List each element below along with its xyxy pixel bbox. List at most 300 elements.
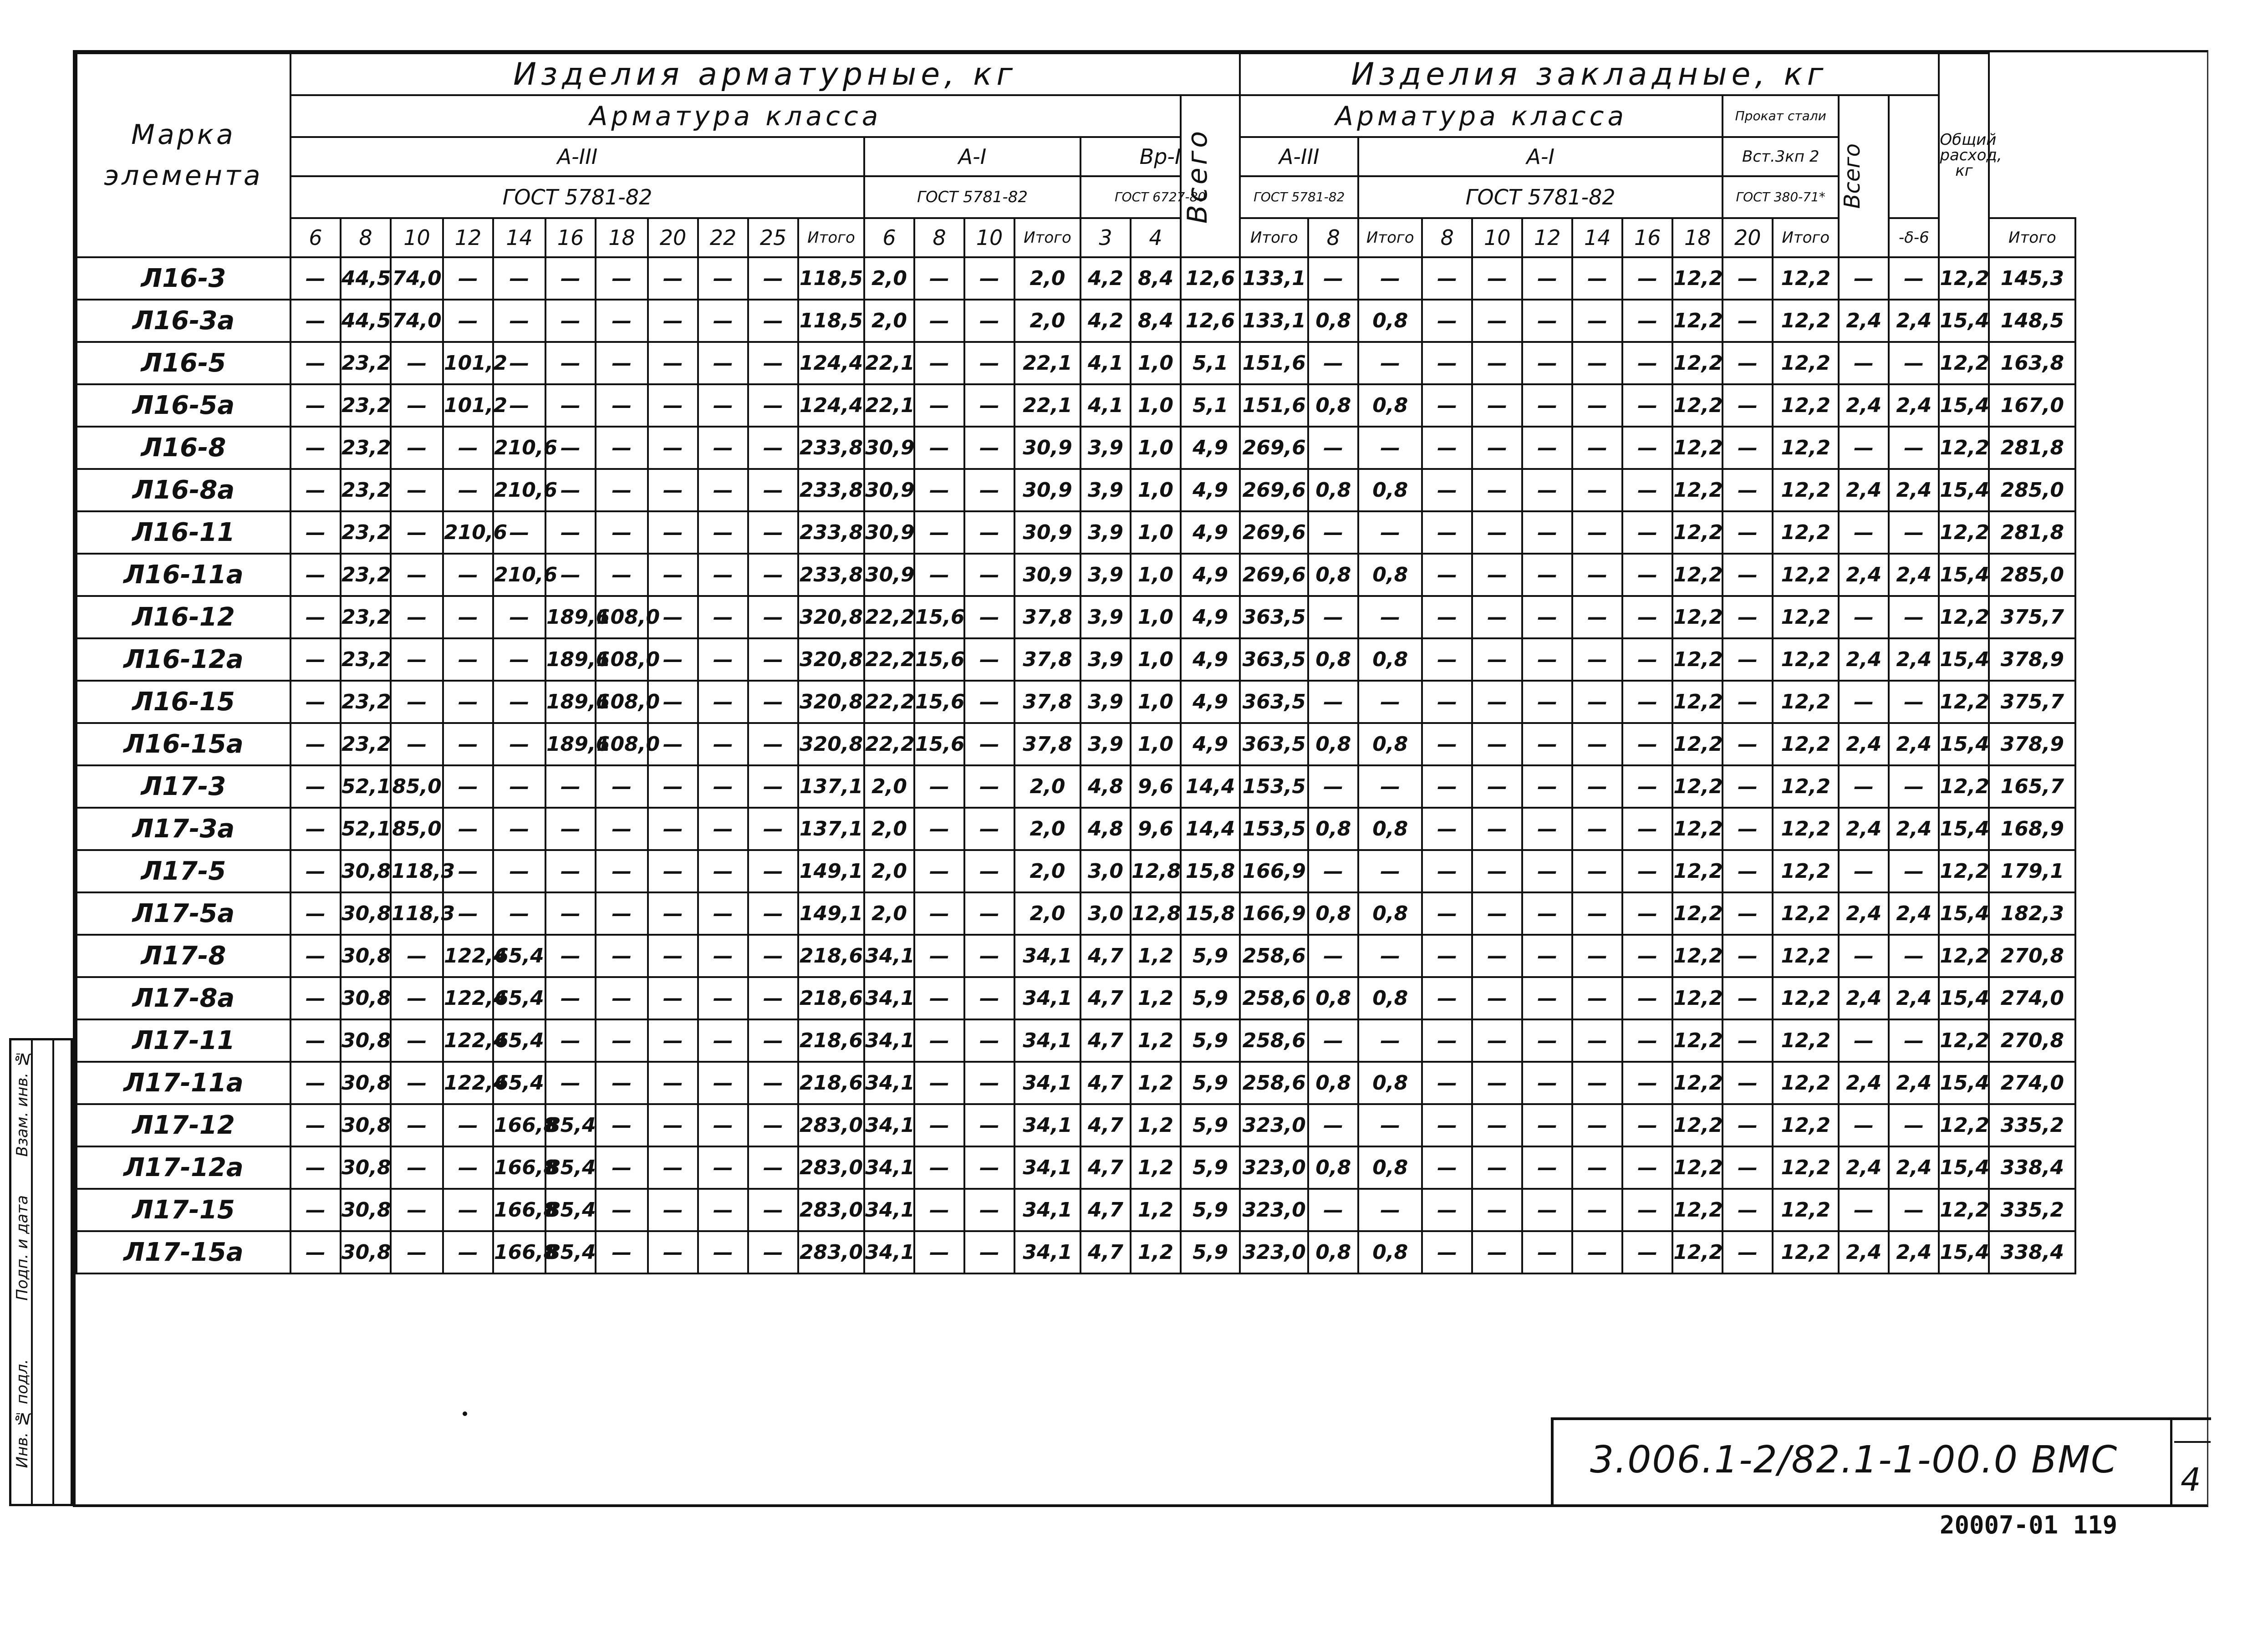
table-row xyxy=(76,511,2075,554)
cell: — xyxy=(1422,1146,1472,1189)
cell: 34,1 xyxy=(864,1189,914,1231)
cell: 12,2 xyxy=(1939,342,1989,384)
header-gost-6727: ГОСТ 6727-80 xyxy=(1080,176,1240,218)
cell: 3,9 xyxy=(1080,427,1131,469)
cell: 23,2 xyxy=(341,554,391,596)
cell: — xyxy=(545,808,596,850)
row-mark: Л17-15 xyxy=(76,1189,291,1231)
subcol-bp1-0: 3 xyxy=(1080,218,1131,257)
cell: 22,2 xyxy=(864,681,914,723)
cell: — xyxy=(748,1019,798,1062)
cell: 270,8 xyxy=(1989,1019,2075,1062)
cell: 23,2 xyxy=(341,681,391,723)
cell: — xyxy=(1522,808,1572,850)
cell: — xyxy=(1572,554,1622,596)
cell: — xyxy=(1472,1189,1522,1231)
cell: — xyxy=(748,892,798,935)
subcol-a1-0: 6 xyxy=(864,218,914,257)
cell: 15,4 xyxy=(1939,1146,1989,1189)
cell: — xyxy=(698,808,748,850)
cell: 168,9 xyxy=(1989,808,2075,850)
header-a3: А-III xyxy=(291,137,864,176)
cell: 165,7 xyxy=(1989,765,2075,808)
cell: — xyxy=(1472,511,1522,554)
cell: 2,0 xyxy=(864,257,914,300)
cell: — xyxy=(648,596,698,638)
cell: — xyxy=(1472,554,1522,596)
cell: 30,8 xyxy=(341,1104,391,1146)
cell: — xyxy=(964,765,1014,808)
header-rolled: Прокат стали xyxy=(1723,95,1839,137)
cell: — xyxy=(1622,935,1672,977)
row-mark: Л17-5 xyxy=(76,850,291,892)
cell: 2,4 xyxy=(1839,892,1889,935)
cell: 12,2 xyxy=(1672,681,1723,723)
cell: 151,6 xyxy=(1240,384,1308,427)
cell: — xyxy=(291,1104,341,1146)
subcol-a1-emb-7: Итого xyxy=(1773,218,1839,257)
row-mark: Л16-12 xyxy=(76,596,291,638)
cell: 14,4 xyxy=(1181,765,1240,808)
row-mark: Л17-8а xyxy=(76,977,291,1019)
cell: — xyxy=(1308,1019,1358,1062)
cell: 323,0 xyxy=(1240,1104,1308,1146)
cell: 12,2 xyxy=(1672,977,1723,1019)
cell: — xyxy=(648,723,698,765)
cell: — xyxy=(1522,1146,1572,1189)
cell: — xyxy=(1572,1062,1622,1104)
table-row xyxy=(76,850,2075,892)
cell: — xyxy=(1422,300,1472,342)
cell: 12,2 xyxy=(1672,1062,1723,1104)
cell: — xyxy=(748,596,798,638)
cell: — xyxy=(1358,1189,1422,1231)
cell: 166,8 xyxy=(493,1146,545,1189)
cell: 2,4 xyxy=(1889,638,1939,681)
cell: — xyxy=(391,384,443,427)
cell: 0,8 xyxy=(1358,384,1422,427)
cell: 4,7 xyxy=(1080,1019,1131,1062)
cell: 15,4 xyxy=(1939,1062,1989,1104)
cell: — xyxy=(391,554,443,596)
header-overall: Общий расход, кг xyxy=(1939,53,1989,257)
cell: — xyxy=(1522,977,1572,1019)
cell: 12,2 xyxy=(1773,638,1839,681)
cell: 12,2 xyxy=(1672,638,1723,681)
cell: — xyxy=(1472,765,1522,808)
cell: 65,4 xyxy=(493,977,545,1019)
cell: 4,7 xyxy=(1080,1189,1131,1231)
header-bp1: Вр-I xyxy=(1080,137,1240,176)
cell: 30,8 xyxy=(341,1062,391,1104)
cell: — xyxy=(391,977,443,1019)
cell: — xyxy=(748,723,798,765)
cell: — xyxy=(914,765,964,808)
row-mark: Л17-3а xyxy=(76,808,291,850)
cell: — xyxy=(1522,1062,1572,1104)
cell: — xyxy=(748,935,798,977)
cell: 15,4 xyxy=(1939,554,1989,596)
cell: — xyxy=(1522,765,1572,808)
cell: — xyxy=(443,808,493,850)
cell: — xyxy=(1723,681,1773,723)
table-row xyxy=(76,469,2075,511)
cell: — xyxy=(1522,681,1572,723)
title-block xyxy=(1551,1417,2211,1507)
cell: 2,4 xyxy=(1839,554,1889,596)
cell: 85,0 xyxy=(391,765,443,808)
cell: — xyxy=(1572,511,1622,554)
cell: 118,3 xyxy=(391,892,443,935)
cell: — xyxy=(1422,1231,1472,1273)
cell: 1,0 xyxy=(1131,596,1181,638)
cell: 85,4 xyxy=(545,1189,596,1231)
cell: — xyxy=(596,1104,648,1146)
cell: 281,8 xyxy=(1989,511,2075,554)
cell: — xyxy=(1839,1189,1889,1231)
cell: — xyxy=(964,1062,1014,1104)
cell: — xyxy=(291,1019,341,1062)
cell: — xyxy=(443,723,493,765)
cell: — xyxy=(1622,681,1672,723)
cell: — xyxy=(748,1146,798,1189)
cell: — xyxy=(1572,723,1622,765)
cell: — xyxy=(391,1019,443,1062)
cell: — xyxy=(493,384,545,427)
cell: — xyxy=(391,935,443,977)
cell: 285,0 xyxy=(1989,469,2075,511)
cell: — xyxy=(648,511,698,554)
table-row xyxy=(76,638,2075,681)
cell: — xyxy=(1839,596,1889,638)
cell: 15,6 xyxy=(914,596,964,638)
cell: 2,0 xyxy=(864,850,914,892)
cell: 283,0 xyxy=(798,1146,864,1189)
cell: 30,8 xyxy=(341,1019,391,1062)
cell: 338,4 xyxy=(1989,1231,2075,1273)
cell: — xyxy=(596,1146,648,1189)
table-row xyxy=(76,1062,2075,1104)
header-gost-5781-emb: ГОСТ 5781-82 xyxy=(1240,176,1358,218)
cell: 30,8 xyxy=(341,977,391,1019)
subcol-a3-emb-1: Итого xyxy=(1358,218,1422,257)
cell: 4,1 xyxy=(1080,342,1131,384)
cell: 5,9 xyxy=(1181,1062,1240,1104)
cell: — xyxy=(1889,427,1939,469)
row-mark: Л16-12а xyxy=(76,638,291,681)
cell: — xyxy=(1522,342,1572,384)
cell: 0,8 xyxy=(1308,1231,1358,1273)
cell: 3,9 xyxy=(1080,554,1131,596)
cell: — xyxy=(1723,384,1773,427)
cell: — xyxy=(964,1146,1014,1189)
cell: 166,9 xyxy=(1240,850,1308,892)
cell: 34,1 xyxy=(864,977,914,1019)
cell: 30,9 xyxy=(864,469,914,511)
cell: 4,8 xyxy=(1080,808,1131,850)
cell: 122,4 xyxy=(443,935,493,977)
cell: — xyxy=(291,1231,341,1273)
cell: — xyxy=(1308,1189,1358,1231)
cell: 12,2 xyxy=(1672,850,1723,892)
cell: — xyxy=(748,257,798,300)
table-row xyxy=(76,300,2075,342)
cell: 0,8 xyxy=(1358,638,1422,681)
cell: 44,5 xyxy=(341,257,391,300)
cell: 2,4 xyxy=(1889,723,1939,765)
cell: — xyxy=(648,1062,698,1104)
table-row xyxy=(76,1231,2075,1273)
cell: — xyxy=(964,469,1014,511)
cell: 4,8 xyxy=(1080,765,1131,808)
row-mark: Л16-3а xyxy=(76,300,291,342)
row-mark: Л16-5а xyxy=(76,384,291,427)
cell: 4,7 xyxy=(1080,977,1131,1019)
cell: — xyxy=(648,850,698,892)
subcol-a3-1: 8 xyxy=(341,218,391,257)
cell: — xyxy=(648,1146,698,1189)
cell: 12,2 xyxy=(1773,850,1839,892)
cell: 375,7 xyxy=(1989,681,2075,723)
cell: 4,9 xyxy=(1181,554,1240,596)
cell: 12,2 xyxy=(1939,257,1989,300)
cell: — xyxy=(914,808,964,850)
cell: — xyxy=(1472,384,1522,427)
cell: — xyxy=(1889,596,1939,638)
cell: — xyxy=(291,554,341,596)
cell: 12,6 xyxy=(1181,257,1240,300)
cell: — xyxy=(1472,681,1522,723)
cell: 9,6 xyxy=(1131,765,1181,808)
cell: — xyxy=(391,1104,443,1146)
cell: 108,0 xyxy=(596,638,648,681)
cell: — xyxy=(1522,638,1572,681)
cell: — xyxy=(748,1104,798,1146)
cell: — xyxy=(1422,723,1472,765)
cell: — xyxy=(596,977,648,1019)
cell: — xyxy=(1723,808,1773,850)
cell: 118,5 xyxy=(798,257,864,300)
cell: — xyxy=(1422,977,1472,1019)
cell: 2,0 xyxy=(1014,765,1080,808)
cell: — xyxy=(964,1019,1014,1062)
cell: — xyxy=(1472,427,1522,469)
cell: 2,4 xyxy=(1889,384,1939,427)
cell: — xyxy=(291,469,341,511)
subcol-rolled-0: -δ-6 xyxy=(1889,218,1939,257)
cell: — xyxy=(698,1189,748,1231)
cell: — xyxy=(698,427,748,469)
cell: — xyxy=(545,384,596,427)
cell: — xyxy=(596,257,648,300)
cell: — xyxy=(291,1146,341,1189)
cell: 85,0 xyxy=(391,808,443,850)
cell: — xyxy=(291,1189,341,1231)
cell: 2,0 xyxy=(864,300,914,342)
cell: — xyxy=(698,1146,748,1189)
cell: 166,9 xyxy=(1240,892,1308,935)
cell: 12,2 xyxy=(1672,384,1723,427)
cell: 274,0 xyxy=(1989,1062,2075,1104)
cell: — xyxy=(1422,1062,1472,1104)
cell: — xyxy=(1839,765,1889,808)
cell: 3,9 xyxy=(1080,469,1131,511)
cell: 37,8 xyxy=(1014,638,1080,681)
cell: 12,2 xyxy=(1773,1062,1839,1104)
cell: — xyxy=(1622,469,1672,511)
cell: 148,5 xyxy=(1989,300,2075,342)
cell: — xyxy=(648,1189,698,1231)
row-mark: Л17-12а xyxy=(76,1146,291,1189)
cell: — xyxy=(1572,1146,1622,1189)
cell: — xyxy=(1572,384,1622,427)
cell: 1,0 xyxy=(1131,723,1181,765)
cell: 335,2 xyxy=(1989,1189,2075,1231)
cell: — xyxy=(648,384,698,427)
cell: 2,4 xyxy=(1889,1231,1939,1273)
strip-label-sign: Подп. и дата xyxy=(13,1195,31,1301)
cell: — xyxy=(443,427,493,469)
drawing-sheet xyxy=(73,50,2208,1507)
cell: — xyxy=(1422,1189,1472,1231)
cell: 15,4 xyxy=(1939,1231,1989,1273)
cell: — xyxy=(493,511,545,554)
cell: 3,9 xyxy=(1080,511,1131,554)
cell: 320,8 xyxy=(798,596,864,638)
cell: 5,1 xyxy=(1181,342,1240,384)
cell: 320,8 xyxy=(798,723,864,765)
cell: 122,4 xyxy=(443,977,493,1019)
cell: 12,2 xyxy=(1773,1146,1839,1189)
cell: 4,7 xyxy=(1080,935,1131,977)
cell: — xyxy=(493,596,545,638)
cell: 15,6 xyxy=(914,681,964,723)
drawing-code: 3.006.1-2/82.1-1-00.0 ВМС xyxy=(1590,1438,2118,1482)
cell: — xyxy=(1723,257,1773,300)
cell: — xyxy=(1622,342,1672,384)
cell: 74,0 xyxy=(391,300,443,342)
cell: 65,4 xyxy=(493,1019,545,1062)
cell: — xyxy=(1723,723,1773,765)
cell: 0,8 xyxy=(1308,808,1358,850)
cell: — xyxy=(748,342,798,384)
cell: — xyxy=(1723,977,1773,1019)
cell: 12,2 xyxy=(1939,596,1989,638)
cell: — xyxy=(545,1019,596,1062)
cell: — xyxy=(914,935,964,977)
cell: 283,0 xyxy=(798,1189,864,1231)
cell: 12,2 xyxy=(1672,596,1723,638)
cell: — xyxy=(1723,765,1773,808)
cell: 258,6 xyxy=(1240,935,1308,977)
cell: 0,8 xyxy=(1358,808,1422,850)
cell: 2,4 xyxy=(1889,1146,1939,1189)
cell: — xyxy=(964,300,1014,342)
subcol-a1-emb-1: 10 xyxy=(1472,218,1522,257)
cell: — xyxy=(1358,765,1422,808)
cell: — xyxy=(1308,850,1358,892)
cell: 4,9 xyxy=(1181,681,1240,723)
cell: — xyxy=(1522,723,1572,765)
cell: — xyxy=(1622,554,1672,596)
cell: — xyxy=(1422,427,1472,469)
cell: — xyxy=(1472,257,1522,300)
cell: — xyxy=(748,300,798,342)
cell: — xyxy=(1358,681,1422,723)
cell: — xyxy=(1308,1104,1358,1146)
cell: — xyxy=(648,977,698,1019)
cell: — xyxy=(1522,511,1572,554)
cell: 44,5 xyxy=(341,300,391,342)
cell: — xyxy=(1308,511,1358,554)
table-row xyxy=(76,554,2075,596)
cell: — xyxy=(1358,511,1422,554)
cell: — xyxy=(291,723,341,765)
cell: 210,6 xyxy=(493,427,545,469)
cell: — xyxy=(648,1019,698,1062)
cell: 338,4 xyxy=(1989,1146,2075,1189)
cell: — xyxy=(1522,384,1572,427)
cell: — xyxy=(698,469,748,511)
cell: 12,2 xyxy=(1939,765,1989,808)
cell: — xyxy=(391,1146,443,1189)
cell: — xyxy=(1472,808,1522,850)
cell: 4,9 xyxy=(1181,469,1240,511)
cell: — xyxy=(391,596,443,638)
cell: 218,6 xyxy=(798,935,864,977)
cell: — xyxy=(596,1062,648,1104)
cell: — xyxy=(596,850,648,892)
cell: — xyxy=(291,681,341,723)
cell: — xyxy=(1723,850,1773,892)
subcol-a1-2: 10 xyxy=(964,218,1014,257)
cell: 15,4 xyxy=(1939,384,1989,427)
cell: — xyxy=(493,638,545,681)
cell: 37,8 xyxy=(1014,723,1080,765)
cell: — xyxy=(1723,342,1773,384)
cell: — xyxy=(748,469,798,511)
cell: 4,9 xyxy=(1181,638,1240,681)
cell: — xyxy=(1308,596,1358,638)
cell: — xyxy=(1572,1189,1622,1231)
sheet-box xyxy=(2170,1420,2211,1507)
cell: 363,5 xyxy=(1240,681,1308,723)
cell: 12,2 xyxy=(1672,1019,1723,1062)
cell: 108,0 xyxy=(596,723,648,765)
cell: — xyxy=(648,1231,698,1273)
cell: 30,9 xyxy=(864,554,914,596)
cell: 23,2 xyxy=(341,596,391,638)
cell: 4,1 xyxy=(1080,384,1131,427)
cell: — xyxy=(1572,1104,1622,1146)
cell: 3,9 xyxy=(1080,596,1131,638)
cell: 149,1 xyxy=(798,850,864,892)
cell: 0,8 xyxy=(1358,1062,1422,1104)
cell: — xyxy=(648,427,698,469)
cell: — xyxy=(443,765,493,808)
cell: — xyxy=(596,892,648,935)
cell: 4,7 xyxy=(1080,1231,1131,1273)
cell: 5,9 xyxy=(1181,935,1240,977)
cell: — xyxy=(1622,257,1672,300)
cell: — xyxy=(493,257,545,300)
cell: — xyxy=(1472,977,1522,1019)
cell: — xyxy=(1472,596,1522,638)
cell: 2,4 xyxy=(1839,1231,1889,1273)
cell: — xyxy=(914,384,964,427)
cell: — xyxy=(291,850,341,892)
cell: 30,9 xyxy=(1014,469,1080,511)
